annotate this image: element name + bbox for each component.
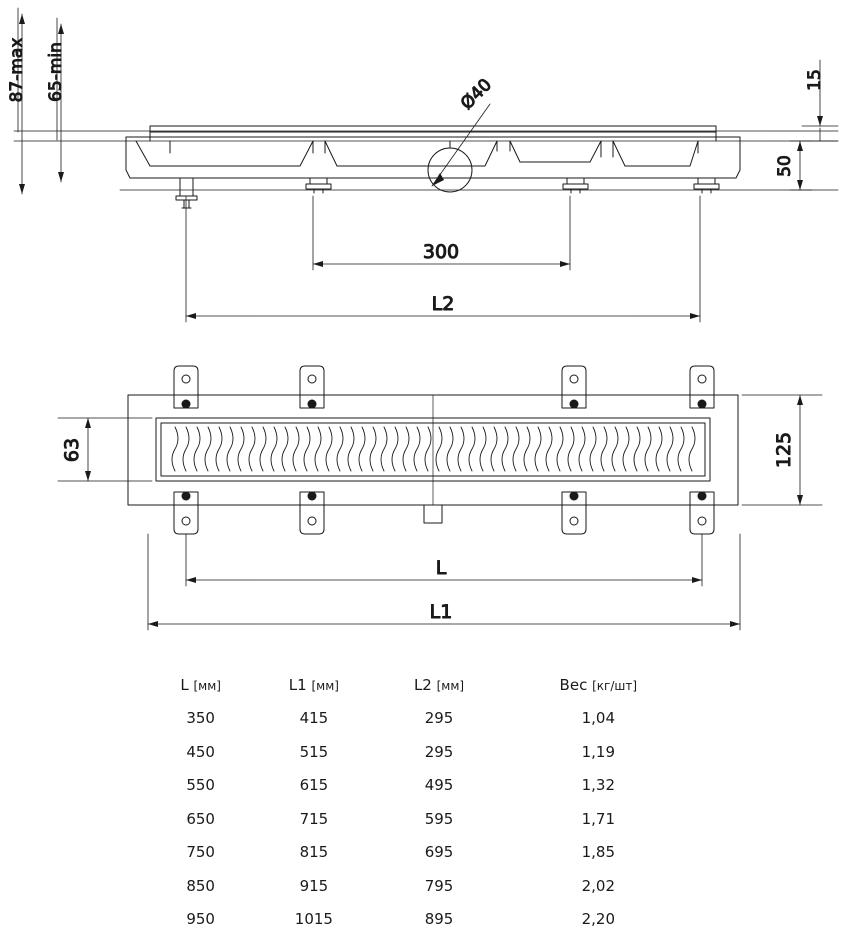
cell-weight: 2,02 xyxy=(581,876,615,895)
dim-top-gap: 15 xyxy=(805,69,825,91)
column-header-l-name: L xyxy=(180,675,189,694)
cell-weight: 1,04 xyxy=(581,709,615,728)
cell-l1: 615 xyxy=(299,776,329,795)
cell-l1: 1015 xyxy=(294,910,333,928)
cell-l: 550 xyxy=(186,776,215,795)
dim-outlet-diameter: Ø40 xyxy=(457,75,496,114)
cell-l2: 295 xyxy=(424,709,454,728)
column-header-weight-unit: [кг/шт] xyxy=(592,678,638,693)
cell-l1: 815 xyxy=(299,843,329,862)
specifications-table xyxy=(150,668,695,928)
cell-weight: 2,20 xyxy=(581,910,615,928)
cell-l: 850 xyxy=(186,876,215,895)
cell-l1: 715 xyxy=(299,809,329,828)
dim-height-min: 65-min xyxy=(46,42,66,102)
table-header-row xyxy=(150,668,695,702)
column-header-weight-name: Вес xyxy=(559,675,588,694)
column-header-weight xyxy=(502,668,695,702)
side-elevation-view xyxy=(7,8,838,322)
column-header-l1 xyxy=(251,668,376,702)
dim-l1: L1 xyxy=(429,601,453,623)
cell-l2: 595 xyxy=(424,809,454,828)
plan-view xyxy=(58,366,822,630)
cell-l2: 495 xyxy=(424,776,454,795)
column-header-l2-unit: [мм] xyxy=(436,678,465,693)
cell-l2: 895 xyxy=(424,910,454,928)
cell-l2: 695 xyxy=(424,843,454,862)
column-header-l2 xyxy=(376,668,501,702)
dim-l2: L2 xyxy=(431,293,455,315)
dim-body-height: 50 xyxy=(775,155,795,177)
cell-weight: 1,71 xyxy=(581,809,615,828)
cell-l2: 795 xyxy=(424,876,454,895)
table-row xyxy=(150,903,695,928)
table-row xyxy=(150,769,695,803)
cell-l2: 295 xyxy=(424,742,454,761)
cell-weight: 1,19 xyxy=(581,742,615,761)
cell-l: 750 xyxy=(186,843,215,862)
cell-weight: 1,85 xyxy=(581,843,615,862)
table-row xyxy=(150,702,695,736)
cell-l1: 515 xyxy=(299,742,329,761)
column-header-l-unit: [мм] xyxy=(193,678,221,693)
cell-l: 350 xyxy=(186,709,215,728)
dim-outlet-offset: 300 xyxy=(422,241,460,263)
column-header-l1-unit: [мм] xyxy=(311,678,339,693)
dim-flange-width: 125 xyxy=(773,431,795,469)
column-header-l1-name: L1 xyxy=(288,675,307,694)
column-header-l2-name: L2 xyxy=(413,675,432,694)
cell-l1: 415 xyxy=(299,709,329,728)
cell-l: 650 xyxy=(186,809,215,828)
dim-grate-width: 63 xyxy=(61,437,83,463)
table-row xyxy=(150,836,695,870)
table-row xyxy=(150,869,695,903)
cell-l1: 915 xyxy=(299,876,329,895)
table-row xyxy=(150,802,695,836)
column-header-l xyxy=(150,668,251,702)
cell-l: 450 xyxy=(186,742,215,761)
table-row xyxy=(150,735,695,769)
cell-l: 950 xyxy=(186,910,215,928)
dim-height-max: 87-max xyxy=(7,37,27,103)
cell-weight: 1,32 xyxy=(581,776,615,795)
dim-l: L xyxy=(435,557,447,579)
